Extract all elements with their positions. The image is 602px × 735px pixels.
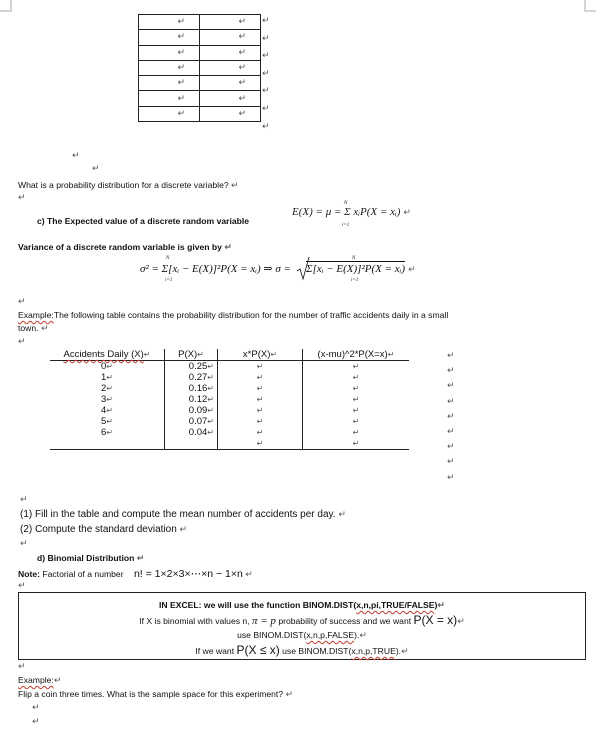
question-probability-distribution	[18, 180, 239, 191]
row-end-mark: ↵	[447, 366, 455, 377]
paragraph-mark: ↵	[224, 243, 232, 253]
table-cell: ↵	[139, 91, 200, 106]
table-cell: ↵	[139, 15, 200, 30]
row-end-mark: ↵	[447, 381, 455, 392]
task-1	[20, 509, 346, 520]
header-probability: P(X)↵	[165, 349, 218, 361]
example2-label-line	[18, 675, 61, 686]
example-text-2: town.	[18, 323, 39, 333]
table-cell: ↵	[139, 76, 200, 91]
binomial-heading-text: d) Binomial Distribution	[37, 553, 135, 563]
paragraph-mark: ↵	[285, 690, 294, 700]
square-root	[296, 263, 405, 275]
expected-sum-lower: i=1	[342, 223, 350, 228]
row-end-mark: ↵	[447, 427, 455, 437]
paragraph-mark: ↵	[18, 193, 26, 203]
paragraph-mark: ↵	[18, 297, 26, 307]
table-cell: ↵	[200, 45, 261, 60]
cell-x-times-p[interactable]: ↵	[218, 416, 303, 427]
cell-x-times-p[interactable]: ↵	[218, 361, 303, 373]
paragraph-mark: ↵	[136, 554, 145, 564]
paragraph-mark: ↵	[32, 717, 40, 727]
table-cell: ↵	[139, 106, 200, 121]
example2-question-text: Flip a coin three times. What is the sample space for this experiment?	[18, 689, 284, 699]
example2-label: Example:	[18, 675, 54, 685]
factorial-formula: n! = 1×2×3×⋯×n − 1×n	[133, 568, 243, 580]
table-row	[50, 427, 409, 438]
table-row	[139, 91, 261, 106]
variance-sqrt-sum-upper: N	[352, 256, 356, 261]
table-cell: ↵	[139, 30, 200, 45]
cell-x: 1↵	[101, 372, 113, 383]
expected-value-formula	[292, 206, 411, 218]
cell-x-times-p-total[interactable]: ↵	[218, 438, 303, 450]
table-cell: ↵	[200, 15, 261, 30]
table-row-total	[50, 438, 409, 450]
cell-x: 4↵	[101, 405, 113, 416]
cell-x: 0↵	[101, 361, 113, 372]
table-row	[50, 394, 409, 405]
binomial-heading	[37, 553, 144, 564]
table-row	[139, 30, 261, 45]
paragraph-mark: ↵	[92, 164, 100, 174]
variance-formula-right: Σ[xᵢ − E(X)]²P(X = xᵢ)	[306, 263, 406, 275]
expected-value-label: c) The Expected value of a discrete random variable	[37, 216, 250, 226]
row-end-mark: ↵	[447, 472, 455, 483]
variance-sum-lower: i=1	[165, 278, 173, 283]
table-row	[139, 60, 261, 75]
paragraph-mark: ↵	[231, 181, 239, 191]
table-cell: ↵	[139, 60, 200, 75]
cell-empty	[165, 438, 218, 450]
paragraph-mark: ↵	[72, 151, 80, 161]
row-end-mark: ↵	[447, 411, 455, 422]
paragraph-mark: ↵	[40, 324, 49, 334]
paragraph-mark: ↵	[53, 676, 62, 686]
cell-variance-term[interactable]: ↵	[352, 428, 360, 437]
row-end-mark: ↵	[447, 457, 455, 468]
cell-variance-term[interactable]: ↵	[352, 362, 360, 371]
header-x-times-p: x*P(X)↵	[218, 349, 303, 361]
table-cell: ↵	[200, 60, 261, 75]
header-accidents-daily: Accidents Daily (X)↵	[50, 349, 165, 361]
example-paragraph	[18, 310, 448, 320]
excel-line-2: If X is binomial with values n, π = p probability of success and we want P(X = x)↵	[139, 613, 465, 627]
cell-probability: 0.09↵	[165, 405, 218, 416]
row-end-mark: ↵	[262, 33, 270, 44]
example2-question	[18, 689, 293, 700]
expected-value-formula-text: E(X) = μ = Σ xᵢP(X = xᵢ)	[292, 206, 401, 218]
cell-probability: 0.12↵	[165, 394, 218, 405]
note-text: Factorial of a number	[42, 569, 124, 579]
expected-sum-upper: N	[344, 201, 348, 206]
row-end-mark: ↵	[262, 68, 270, 79]
table-cell: ↵	[200, 91, 261, 106]
paragraph-mark: ↵	[20, 495, 28, 505]
task-2-text: (2) Compute the standard deviation	[20, 524, 177, 535]
cell-x-times-p[interactable]: ↵	[218, 405, 303, 416]
excel-line-1: IN EXCEL: we will use the function BINOM.DIST(x,n,pi,TRUE/FALSE)↵	[159, 600, 445, 611]
paragraph-mark: ↵	[20, 539, 28, 549]
example-paragraph-line2	[18, 323, 48, 334]
cell-probability: 0.27↵	[165, 372, 218, 383]
paragraph-mark: ↵	[338, 510, 346, 520]
cell-variance-term[interactable]: ↵	[352, 395, 360, 404]
table-cell: ↵	[200, 30, 261, 45]
paragraph-mark: ↵	[408, 265, 416, 275]
page-corner-mark-right	[584, 0, 596, 12]
table-cell: ↵	[200, 76, 261, 91]
cell-variance-term[interactable]: ↵	[352, 373, 360, 382]
paragraph-mark: ↵	[179, 525, 188, 535]
paragraph-mark: ↵	[18, 337, 26, 347]
example-text: The following table contains the probability distribution for the number of traffic accidents daily in a small	[53, 310, 449, 320]
question-text: What is a probability distribution for a discrete variable?	[18, 180, 229, 190]
cell-probability: 0.25↵	[165, 361, 218, 373]
row-end-mark: ↵	[262, 121, 270, 132]
excel-line-4: If we want P(X ≤ x) use BINOM.DIST(x,n,p,TRUE).↵	[195, 643, 409, 657]
row-end-mark: ↵	[262, 16, 270, 26]
table-row	[50, 416, 409, 427]
paragraph-mark: ↵	[403, 208, 411, 218]
row-end-mark: ↵	[447, 351, 455, 361]
cell-variance-total[interactable]: ↵	[303, 438, 410, 450]
variance-formula-left: σ² = Σ[xᵢ − E(X)]²P(X = xᵢ) ⇒ σ =	[140, 263, 291, 275]
radical-sign-icon	[296, 257, 310, 281]
row-end-mark: ↵	[262, 86, 270, 97]
row-end-mark: ↵	[447, 396, 455, 407]
excel-line-3: use BINOM.DIST(x,n,p,FALSE).↵	[237, 630, 367, 641]
paragraph-mark: ↵	[18, 581, 26, 591]
cell-x: 2↵	[101, 383, 113, 394]
table-row	[50, 372, 409, 383]
task-1-text: (1) Fill in the table and compute the mean number of accidents per day.	[20, 509, 336, 520]
header-variance-term: (x-mu)^2*P(X=x)↵	[303, 349, 410, 361]
cell-variance-term[interactable]: ↵	[352, 406, 360, 415]
variance-sum-upper: N	[166, 256, 170, 261]
excel-instructions-box	[18, 592, 586, 660]
table-row	[50, 361, 409, 373]
table-row	[139, 15, 261, 30]
table-row	[50, 405, 409, 416]
accidents-probability-table	[50, 349, 409, 450]
cell-empty	[50, 438, 165, 450]
row-end-mark: ↵	[262, 51, 270, 62]
cell-x: 6↵	[101, 427, 113, 438]
note-label: Note:	[18, 569, 40, 579]
task-2	[20, 524, 187, 535]
table-cell: ↵	[200, 106, 261, 121]
table-header-row	[50, 349, 409, 361]
cell-variance-term[interactable]: ↵	[352, 417, 360, 426]
paragraph-mark: ↵	[32, 703, 40, 713]
partial-table	[138, 14, 261, 122]
table-row	[139, 106, 261, 121]
variance-label	[18, 242, 232, 253]
table-cell: ↵	[139, 45, 200, 60]
example-label: Example:	[18, 310, 54, 320]
cell-probability: 0.04↵	[165, 427, 218, 438]
cell-x: 5↵	[101, 416, 113, 427]
cell-x: 3↵	[101, 394, 113, 405]
cell-x-times-p[interactable]: ↵	[218, 394, 303, 405]
cell-variance-term[interactable]: ↵	[352, 384, 360, 393]
cell-probability: 0.07↵	[165, 416, 218, 427]
table-row	[50, 383, 409, 394]
page-corner-mark-left	[0, 0, 12, 12]
paragraph-mark: ↵	[18, 662, 26, 672]
table-row	[139, 45, 261, 60]
cell-x-times-p[interactable]: ↵	[218, 372, 303, 383]
row-end-mark: ↵	[447, 442, 455, 453]
variance-label-text: Variance of a discrete random variable is given by	[18, 242, 222, 252]
paragraph-mark: ↵	[245, 570, 253, 580]
cell-x-times-p[interactable]: ↵	[218, 383, 303, 394]
variance-sqrt-sum-lower: i=1	[351, 278, 359, 283]
factorial-note	[18, 568, 253, 580]
cell-x-times-p[interactable]: ↵	[218, 427, 303, 438]
row-end-mark: ↵	[262, 104, 270, 114]
table-row	[139, 76, 261, 91]
cell-probability: 0.16↵	[165, 383, 218, 394]
variance-formula	[140, 262, 416, 275]
